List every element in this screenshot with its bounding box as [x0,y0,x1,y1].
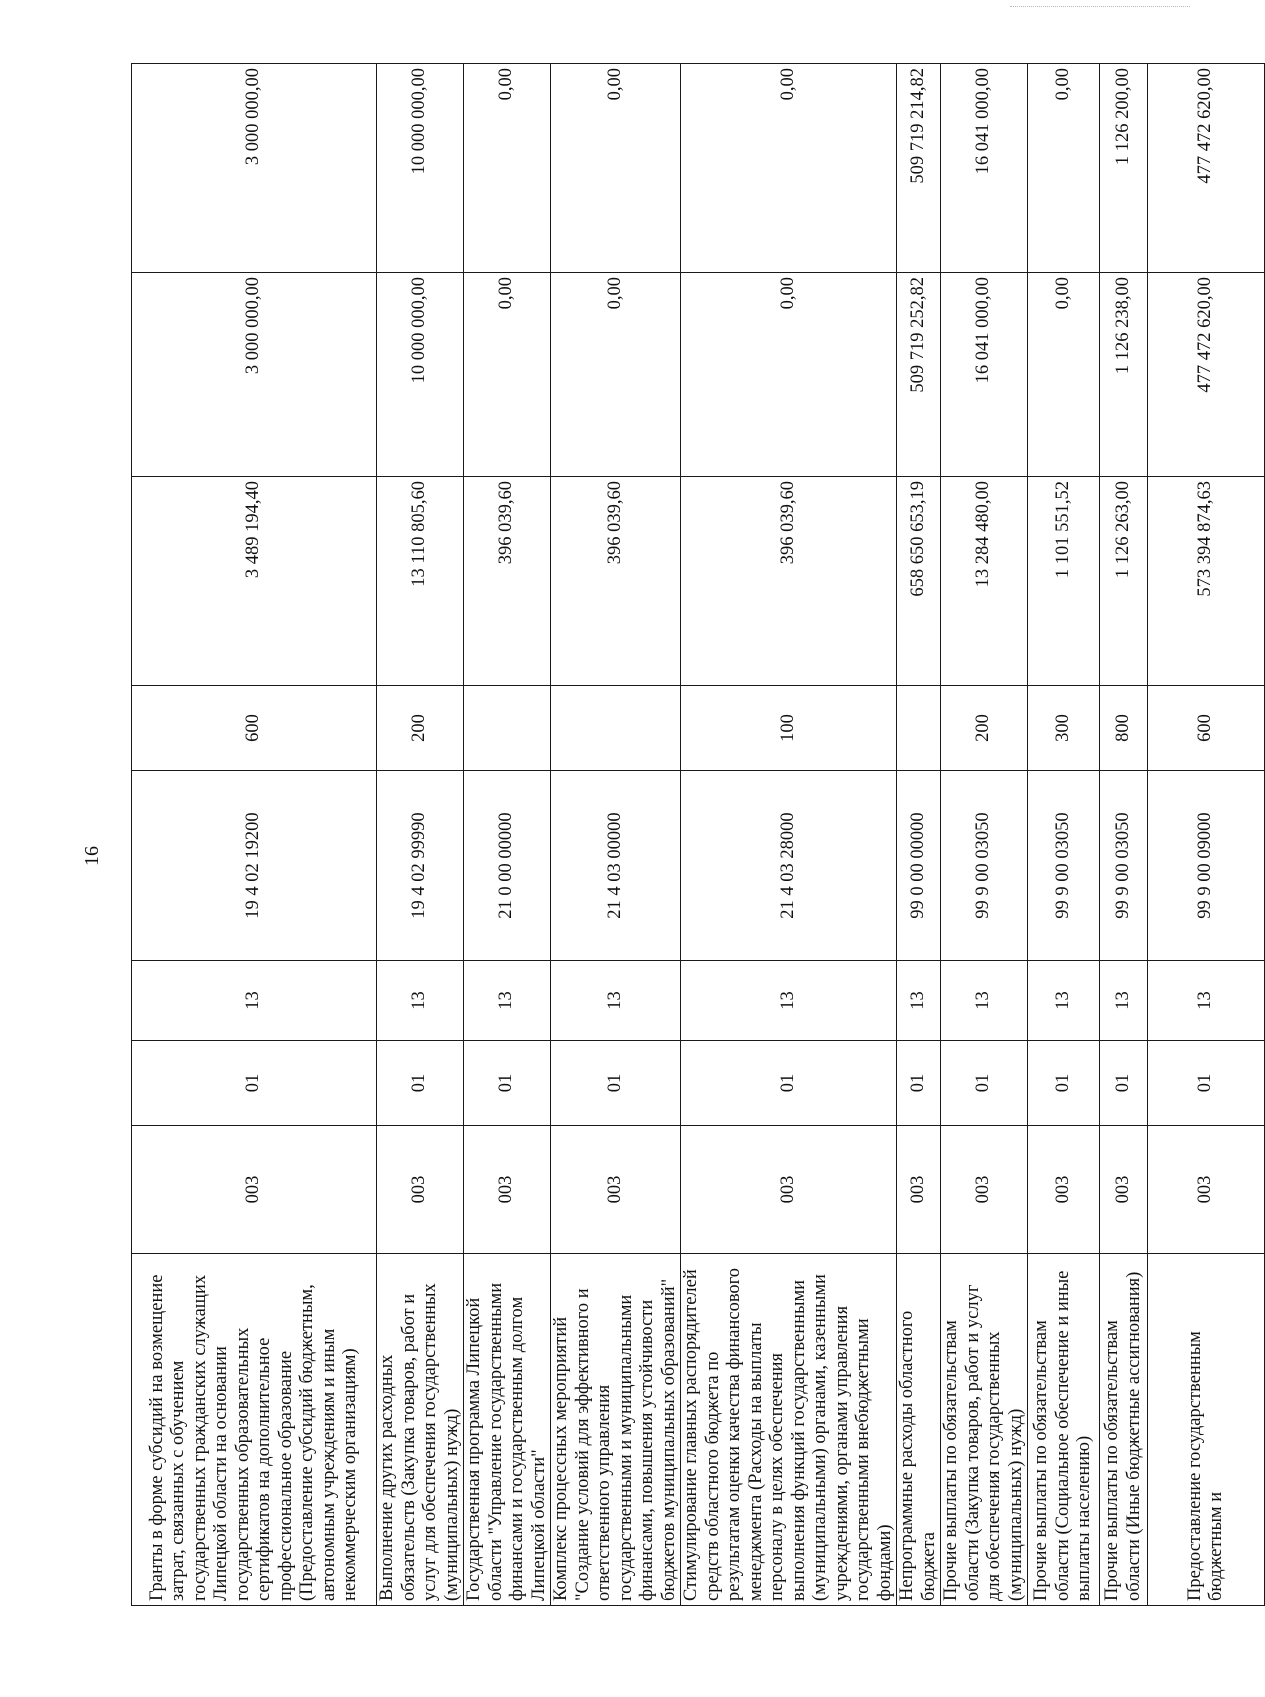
amount-year-1: 396 039,60 [551,477,681,686]
table-row [132,64,377,1606]
target-article-code: 21 4 03 00000 [551,771,681,961]
table-row [1100,64,1148,1606]
expense-type-code: 600 [1148,686,1265,771]
table-row [897,64,941,1606]
row-description: Гранты в форме субсидий на возмещение затрат, связанных с обучением государственных гражданских служащих Липецкой области на основании государственных образовательных сертификатов на дополнительное профессиональное образование (Предоставление субсидий бюджетным, автономным учреждениям и иным некоммерческим организациям) [132,1254,377,1606]
admin-code: 003 [377,1126,464,1254]
subsection-code: 13 [1028,961,1100,1041]
row-description: Предоставление государственным бюджетным и [1148,1254,1265,1606]
expense-type-code: 300 [1028,686,1100,771]
admin-code: 003 [1100,1126,1148,1254]
table-row [377,64,464,1606]
section-code: 01 [464,1041,551,1126]
section-code: 01 [551,1041,681,1126]
expense-type-code [897,686,941,771]
target-article-code: 19 4 02 19200 [132,771,377,961]
admin-code: 003 [132,1126,377,1254]
amount-year-3: 10 000 000,00 [377,64,464,273]
subsection-code: 13 [897,961,941,1041]
row-description: Прочие выплаты по обязательствам области (Социальное обеспечение и иные выплаты населению) [1028,1254,1100,1606]
amount-year-3: 0,00 [681,64,897,273]
amount-year-1: 3 489 194,40 [132,477,377,686]
amount-year-3: 509 719 214,82 [897,64,941,273]
row-description: Непрограммные расходы областного бюджета [897,1254,941,1606]
section-code: 01 [1028,1041,1100,1126]
amount-year-2: 16 041 000,00 [941,273,1028,477]
amount-year-3: 3 000 000,00 [132,64,377,273]
table-row [551,64,681,1606]
amount-year-3: 477 472 620,00 [1148,64,1265,273]
target-article-code: 21 0 00 00000 [464,771,551,961]
expense-type-code: 100 [681,686,897,771]
target-article-code: 21 4 03 28000 [681,771,897,961]
expense-type-code: 200 [941,686,1028,771]
target-article-code: 99 9 00 03050 [1100,771,1148,961]
expense-type-code: 600 [132,686,377,771]
admin-code: 003 [897,1126,941,1254]
budget-table [131,63,1265,1606]
section-code: 01 [941,1041,1028,1126]
row-description: Прочие выплаты по обязательствам области (Закупка товаров, работ и услуг для обеспечения государственных (муниципальных) нужд) [941,1254,1028,1606]
amount-year-3: 0,00 [1028,64,1100,273]
table-row [1148,64,1265,1606]
admin-code: 003 [464,1126,551,1254]
admin-code: 003 [1028,1126,1100,1254]
amount-year-3: 0,00 [551,64,681,273]
table-body [132,64,1265,1606]
row-description: Выполнение других расходных обязательств (Закупка товаров, работ и услуг для обеспечения государственных (муниципальных) нужд) [377,1254,464,1606]
amount-year-1: 396 039,60 [464,477,551,686]
admin-code: 003 [551,1126,681,1254]
target-article-code: 99 9 00 09000 [1148,771,1265,961]
scan-corner-marks [1010,6,1190,11]
amount-year-1: 13 110 805,60 [377,477,464,686]
subsection-code: 13 [941,961,1028,1041]
amount-year-2: 3 000 000,00 [132,273,377,477]
target-article-code: 99 9 00 03050 [1028,771,1100,961]
section-code: 01 [132,1041,377,1126]
admin-code: 003 [1148,1126,1265,1254]
page-number: 16 [81,846,103,866]
section-code: 01 [681,1041,897,1126]
target-article-code: 99 9 00 03050 [941,771,1028,961]
amount-year-1: 396 039,60 [681,477,897,686]
subsection-code: 13 [1148,961,1265,1041]
target-article-code: 19 4 02 99990 [377,771,464,961]
section-code: 01 [377,1041,464,1126]
subsection-code: 13 [1100,961,1148,1041]
amount-year-2: 1 126 238,00 [1100,273,1148,477]
amount-year-3: 1 126 200,00 [1100,64,1148,273]
section-code: 01 [897,1041,941,1126]
row-description: Комплекс процессных мероприятий "Создание условий для эффективного и ответственного управления государственными и муниципальными финансами, повышения устойчивости бюджетов муниципальных образований" [551,1254,681,1606]
table-row [681,64,897,1606]
row-description: Стимулирование главных распорядителей средств областного бюджета по результатам оценки качества финансового менеджмента (Расходы на выплаты персоналу в целях обеспечения выполнения функций государственными (муниципальными) органами, казенными учреждениями, органами управления государственными внебюджетными фондами) [681,1254,897,1606]
amount-year-2: 0,00 [551,273,681,477]
amount-year-1: 1 101 551,52 [1028,477,1100,686]
subsection-code: 13 [681,961,897,1041]
expense-type-code [464,686,551,771]
admin-code: 003 [941,1126,1028,1254]
amount-year-2: 10 000 000,00 [377,273,464,477]
table-row [1028,64,1100,1606]
subsection-code: 13 [132,961,377,1041]
amount-year-1: 1 126 263,00 [1100,477,1148,686]
section-code: 01 [1148,1041,1265,1126]
amount-year-2: 0,00 [1028,273,1100,477]
section-code: 01 [1100,1041,1148,1126]
subsection-code: 13 [464,961,551,1041]
amount-year-1: 573 394 874,63 [1148,477,1265,686]
target-article-code: 99 0 00 00000 [897,771,941,961]
row-description: Прочие выплаты по обязательствам области (Иные бюджетные ассигнования) [1100,1254,1148,1606]
amount-year-3: 0,00 [464,64,551,273]
amount-year-3: 16 041 000,00 [941,64,1028,273]
amount-year-2: 0,00 [464,273,551,477]
expense-type-code: 200 [377,686,464,771]
amount-year-2: 509 719 252,82 [897,273,941,477]
expense-type-code: 800 [1100,686,1148,771]
expense-type-code [551,686,681,771]
budget-table-rotated [131,64,1226,1606]
amount-year-1: 13 284 480,00 [941,477,1028,686]
table-row [464,64,551,1606]
amount-year-2: 477 472 620,00 [1148,273,1265,477]
table-row [941,64,1028,1606]
row-description: Государственная программа Липецкой области "Управление государственными финансами и государственным долгом Липецкой области" [464,1254,551,1606]
amount-year-2: 0,00 [681,273,897,477]
subsection-code: 13 [551,961,681,1041]
subsection-code: 13 [377,961,464,1041]
amount-year-1: 658 650 653,19 [897,477,941,686]
admin-code: 003 [681,1126,897,1254]
